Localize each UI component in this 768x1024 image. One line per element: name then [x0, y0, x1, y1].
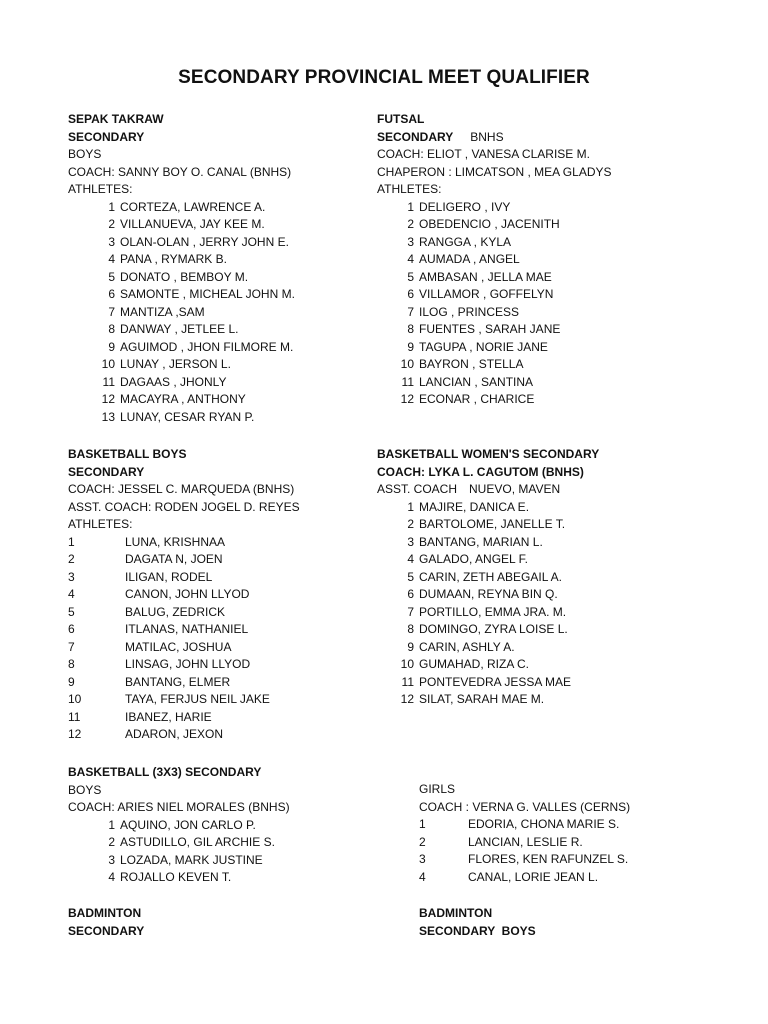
- athlete-name: LUNAY , JERSON L.: [120, 357, 231, 371]
- athlete-number: 4: [108, 252, 115, 266]
- futsal-school: BNHS: [470, 129, 504, 144]
- athlete-number: 4: [68, 587, 75, 601]
- athlete-number: 3: [108, 234, 115, 249]
- list-item: [68, 234, 295, 252]
- athlete-number: 8: [407, 322, 414, 336]
- sepak-takraw-section: [68, 111, 295, 426]
- list-item: [377, 656, 599, 674]
- athlete-name: GALADO, ANGEL F.: [419, 552, 528, 566]
- bball-women-coach: COACH: LYKA L. CAGUTOM (BNHS): [377, 464, 584, 479]
- futsal-chaperon: CHAPERON : LIMCATSON , MEA GLADYS: [377, 164, 612, 179]
- athlete-number: 8: [108, 322, 115, 336]
- athlete-name: MATILAC, JOSHUA: [125, 639, 232, 654]
- bball-boys-asst-coach: ASST. COACH: RODEN JOGEL D. REYES: [68, 499, 300, 514]
- athlete-number: 5: [68, 604, 75, 619]
- athlete-number: 9: [108, 339, 115, 354]
- list-item: [377, 586, 599, 604]
- athlete-number: 2: [407, 217, 414, 231]
- list-item: [377, 251, 612, 269]
- athlete-name: RANGGA , KYLA: [419, 234, 512, 249]
- athlete-number: 7: [407, 604, 414, 619]
- list-item: [68, 586, 300, 604]
- athlete-number: 7: [108, 304, 115, 319]
- athlete-name: DUMAAN, REYNA BIN Q.: [419, 587, 558, 601]
- list-item: [68, 569, 300, 587]
- bball-boys-athletes-label: ATHLETES:: [68, 517, 133, 531]
- athlete-name: AMBASAN , JELLA MAE: [419, 269, 552, 284]
- athlete-number: 12: [400, 392, 414, 406]
- athlete-number: 3: [68, 569, 75, 584]
- athlete-name: BALUG, ZEDRICK: [125, 604, 226, 619]
- athlete-number: 11: [401, 374, 414, 389]
- athlete-number: 8: [68, 657, 75, 671]
- athlete-name: OLAN-OLAN , JERRY JOHN E.: [120, 234, 289, 249]
- bb3x3-girls-athlete-list: [419, 816, 630, 886]
- athlete-number: 12: [400, 692, 414, 706]
- athlete-number: 2: [407, 517, 414, 531]
- list-item: [377, 339, 612, 357]
- athlete-name: ADARON, JEXON: [125, 727, 224, 741]
- bball-boys-level: SECONDARY: [68, 464, 145, 479]
- list-item: [377, 639, 599, 657]
- athlete-name: BARTOLOME, JANELLE T.: [419, 517, 566, 531]
- athlete-number: 1: [108, 199, 115, 214]
- basketball-3x3-girls-section: [419, 781, 630, 886]
- futsal-section: [377, 111, 612, 409]
- athlete-name: ROJALLO KEVEN T.: [120, 870, 232, 884]
- sepak-athlete-list: [68, 199, 295, 427]
- athlete-name: BANTANG, MARIAN L.: [419, 534, 543, 549]
- list-item: [377, 234, 612, 252]
- page-title: SECONDARY PROVINCIAL MEET QUALIFIER: [178, 67, 590, 88]
- list-item: [68, 726, 300, 744]
- sepak-level: SECONDARY: [68, 129, 145, 144]
- list-item: [68, 551, 300, 569]
- athlete-name: DANWAY , JETLEE L.: [120, 322, 239, 336]
- athlete-number: 1: [68, 534, 75, 549]
- list-item: [68, 709, 300, 727]
- athlete-number: 3: [419, 852, 426, 866]
- athlete-number: 1: [407, 199, 414, 214]
- athlete-number: 4: [407, 552, 414, 566]
- athlete-number: 2: [419, 834, 426, 849]
- athlete-name: LUNAY, CESAR RYAN P.: [120, 409, 255, 424]
- athlete-name: LANCIAN, LESLIE R.: [468, 834, 583, 849]
- athlete-number: 7: [407, 304, 414, 319]
- athlete-number: 1: [419, 817, 426, 831]
- athlete-name: LUNA, KRISHNAA: [125, 534, 226, 549]
- badminton-left-level: SECONDARY: [68, 923, 145, 938]
- athlete-name: ILIGAN, RODEL: [125, 569, 213, 584]
- futsal-heading: FUTSAL: [377, 112, 425, 126]
- athlete-number: 12: [101, 392, 115, 406]
- athlete-name: MANTIZA ,SAM: [120, 304, 205, 319]
- athlete-name: ASTUDILLO, GIL ARCHIE S.: [120, 835, 275, 849]
- futsal-coach: COACH: ELIOT , VANESA CLARISE M.: [377, 147, 590, 161]
- list-item: [377, 674, 599, 692]
- badminton-right-section: [419, 905, 536, 940]
- athlete-name: SAMONTE , MICHEAL JOHN M.: [120, 287, 295, 301]
- list-item: [68, 409, 295, 427]
- athlete-name: TAGUPA , NORIE JANE: [419, 339, 548, 354]
- bball-women-asst-label: ASST. COACH: [377, 482, 458, 496]
- athlete-number: 5: [108, 269, 115, 284]
- athlete-name: DAGAAS , JHONLY: [120, 374, 227, 389]
- athlete-name: OBEDENCIO , JACENITH: [419, 217, 560, 231]
- badminton-right-heading: BADMINTON: [419, 906, 493, 920]
- athlete-number: 6: [407, 287, 414, 301]
- athlete-name: CORTEZA, LAWRENCE A.: [120, 199, 266, 214]
- list-item: [68, 534, 300, 552]
- futsal-athletes-label: ATHLETES:: [377, 182, 442, 196]
- athlete-name: DELIGERO , IVY: [419, 199, 511, 214]
- athlete-number: 10: [400, 657, 414, 671]
- athlete-name: LANCIAN , SANTINA: [419, 374, 534, 389]
- athlete-name: BANTANG, ELMER: [125, 674, 231, 689]
- athlete-name: FUENTES , SARAH JANE: [419, 322, 561, 336]
- athlete-number: 3: [407, 234, 414, 249]
- athlete-number: 7: [68, 639, 75, 654]
- list-item: [377, 604, 599, 622]
- list-item: [377, 356, 612, 374]
- list-item: [419, 816, 630, 834]
- list-item: [68, 852, 290, 870]
- sepak-division: BOYS: [68, 147, 102, 161]
- list-item: [377, 304, 612, 322]
- list-item: [377, 216, 612, 234]
- bb3x3-girls-coach: COACH : VERNA G. VALLES (CERNS): [419, 799, 631, 814]
- athlete-number: 4: [108, 870, 115, 884]
- list-item: [68, 216, 295, 234]
- list-item: [68, 691, 300, 709]
- athlete-number: 2: [108, 835, 115, 849]
- athlete-number: 5: [407, 569, 414, 584]
- sepak-heading: SEPAK TAKRAW: [68, 112, 164, 126]
- athlete-number: 1: [108, 817, 115, 832]
- list-item: [68, 356, 295, 374]
- bb3x3-girls-division: GIRLS: [419, 782, 456, 796]
- athlete-name: PONTEVEDRA JESSA MAE: [419, 674, 572, 689]
- athlete-number: 3: [407, 534, 414, 549]
- bb3x3-boys-coach: COACH: ARIES NIEL MORALES (BNHS): [68, 800, 290, 814]
- athlete-name: DOMINGO, ZYRA LOISE L.: [419, 622, 568, 636]
- athlete-number: 1: [407, 499, 414, 514]
- sepak-coach: COACH: SANNY BOY O. CANAL (BNHS): [68, 164, 292, 179]
- bball-women-asst-name: NUEVO, MAVEN: [469, 482, 561, 496]
- bb3x3-boys-division: BOYS: [68, 782, 102, 797]
- athlete-number: 3: [108, 852, 115, 867]
- athlete-number: 11: [68, 709, 81, 724]
- bball-boys-athlete-list: [68, 534, 300, 744]
- athlete-number: 6: [108, 287, 115, 301]
- bb3x3-boys-athlete-list: [68, 817, 290, 887]
- list-item: [68, 674, 300, 692]
- list-item: [68, 391, 295, 409]
- athlete-number: 6: [68, 622, 75, 636]
- athlete-number: 11: [102, 374, 115, 389]
- bball-boys-heading: BASKETBALL BOYS: [68, 447, 187, 461]
- list-item: [377, 551, 599, 569]
- list-item: [68, 269, 295, 287]
- athlete-name: CARIN, ASHLY A.: [419, 639, 515, 654]
- basketball-women-section: [377, 446, 599, 709]
- list-item: [377, 321, 612, 339]
- athlete-name: EDORIA, CHONA MARIE S.: [468, 817, 620, 831]
- athlete-number: 9: [68, 674, 75, 689]
- futsal-level: SECONDARY: [377, 129, 454, 144]
- bball-women-athlete-list: [377, 499, 599, 709]
- athlete-name: ILOG , PRINCESS: [419, 304, 520, 319]
- list-item: [377, 534, 599, 552]
- athlete-number: 12: [68, 727, 82, 741]
- athlete-name: ITLANAS, NATHANIEL: [125, 622, 249, 636]
- athlete-name: AQUINO, JON CARLO P.: [120, 817, 256, 832]
- list-item: [377, 374, 612, 392]
- athlete-name: LOZADA, MARK JUSTINE: [120, 852, 263, 867]
- list-item: [377, 621, 599, 639]
- badminton-left-heading: BADMINTON: [68, 906, 142, 920]
- list-item: [68, 656, 300, 674]
- bball-women-heading: BASKETBALL WOMEN'S SECONDARY: [377, 447, 600, 461]
- athlete-number: 4: [419, 869, 426, 884]
- athlete-number: 10: [101, 357, 115, 371]
- athlete-number: 5: [407, 269, 414, 284]
- athlete-name: VILLANUEVA, JAY KEE M.: [120, 217, 265, 231]
- badminton-right-level: SECONDARY BOYS: [419, 923, 536, 938]
- athlete-name: CANON, JOHN LLYOD: [125, 587, 250, 601]
- list-item: [377, 269, 612, 287]
- sepak-athletes-label: ATHLETES:: [68, 182, 133, 196]
- athlete-name: CANAL, LORIE JEAN L.: [468, 869, 599, 884]
- athlete-name: FLORES, KEN RAFUNZEL S.: [468, 852, 629, 866]
- athlete-name: GUMAHAD, RIZA C.: [419, 657, 530, 671]
- athlete-name: PORTILLO, EMMA JRA. M.: [419, 604, 567, 619]
- list-item: [419, 869, 630, 887]
- list-item: [377, 499, 599, 517]
- athlete-number: 9: [407, 639, 414, 654]
- athlete-number: 10: [68, 692, 82, 706]
- athlete-number: 6: [407, 587, 414, 601]
- athlete-name: AUMADA , ANGEL: [419, 252, 520, 266]
- athlete-name: CARIN, ZETH ABEGAIL A.: [419, 569, 562, 584]
- list-item: [68, 817, 290, 835]
- list-item: [68, 286, 295, 304]
- list-item: [68, 869, 290, 887]
- list-item: [68, 639, 300, 657]
- athlete-number: 8: [407, 622, 414, 636]
- list-item: [68, 304, 295, 322]
- athlete-number: 11: [401, 674, 414, 689]
- athlete-name: TAYA, FERJUS NEIL JAKE: [125, 692, 270, 706]
- athlete-name: PANA , RYMARK B.: [120, 252, 227, 266]
- athlete-name: ECONAR , CHARICE: [419, 392, 535, 406]
- athlete-number: 9: [407, 339, 414, 354]
- bball-boys-coach: COACH: JESSEL C. MARQUEDA (BNHS): [68, 482, 295, 496]
- list-item: [377, 286, 612, 304]
- basketball-boys-section: [68, 446, 300, 744]
- list-item: [68, 834, 290, 852]
- athlete-name: AGUIMOD , JHON FILMORE M.: [120, 339, 294, 354]
- athlete-name: MACAYRA , ANTHONY: [120, 392, 246, 406]
- athlete-name: VILLAMOR , GOFFELYN: [419, 287, 554, 301]
- athlete-name: BAYRON , STELLA: [419, 357, 524, 371]
- athlete-name: LINSAG, JOHN LLYOD: [125, 657, 251, 671]
- athlete-name: SILAT, SARAH MAE M.: [419, 692, 545, 706]
- list-item: [377, 391, 612, 409]
- futsal-athlete-list: [377, 199, 612, 409]
- athlete-name: DAGATA N, JOEN: [125, 552, 223, 566]
- list-item: [68, 199, 295, 217]
- list-item: [377, 516, 599, 534]
- list-item: [68, 251, 295, 269]
- list-item: [68, 321, 295, 339]
- athlete-number: 4: [407, 252, 414, 266]
- athlete-name: DONATO , BEMBOY M.: [120, 269, 249, 284]
- bb3x3-heading: BASKETBALL (3X3) SECONDARY: [68, 765, 262, 779]
- list-item: [377, 569, 599, 587]
- athlete-name: MAJIRE, DANICA E.: [419, 499, 530, 514]
- list-item: [68, 339, 295, 357]
- list-item: [377, 691, 599, 709]
- list-item: [377, 199, 612, 217]
- athlete-number: 13: [101, 409, 115, 424]
- list-item: [68, 604, 300, 622]
- list-item: [419, 851, 630, 869]
- athlete-number: 10: [400, 357, 414, 371]
- list-item: [419, 834, 630, 852]
- badminton-left-section: [68, 905, 144, 940]
- athlete-number: 2: [68, 552, 75, 566]
- list-item: [68, 374, 295, 392]
- athlete-number: 2: [108, 217, 115, 231]
- basketball-3x3-boys-section: [68, 764, 290, 887]
- list-item: [68, 621, 300, 639]
- athlete-name: IBANEZ, HARIE: [125, 709, 212, 724]
